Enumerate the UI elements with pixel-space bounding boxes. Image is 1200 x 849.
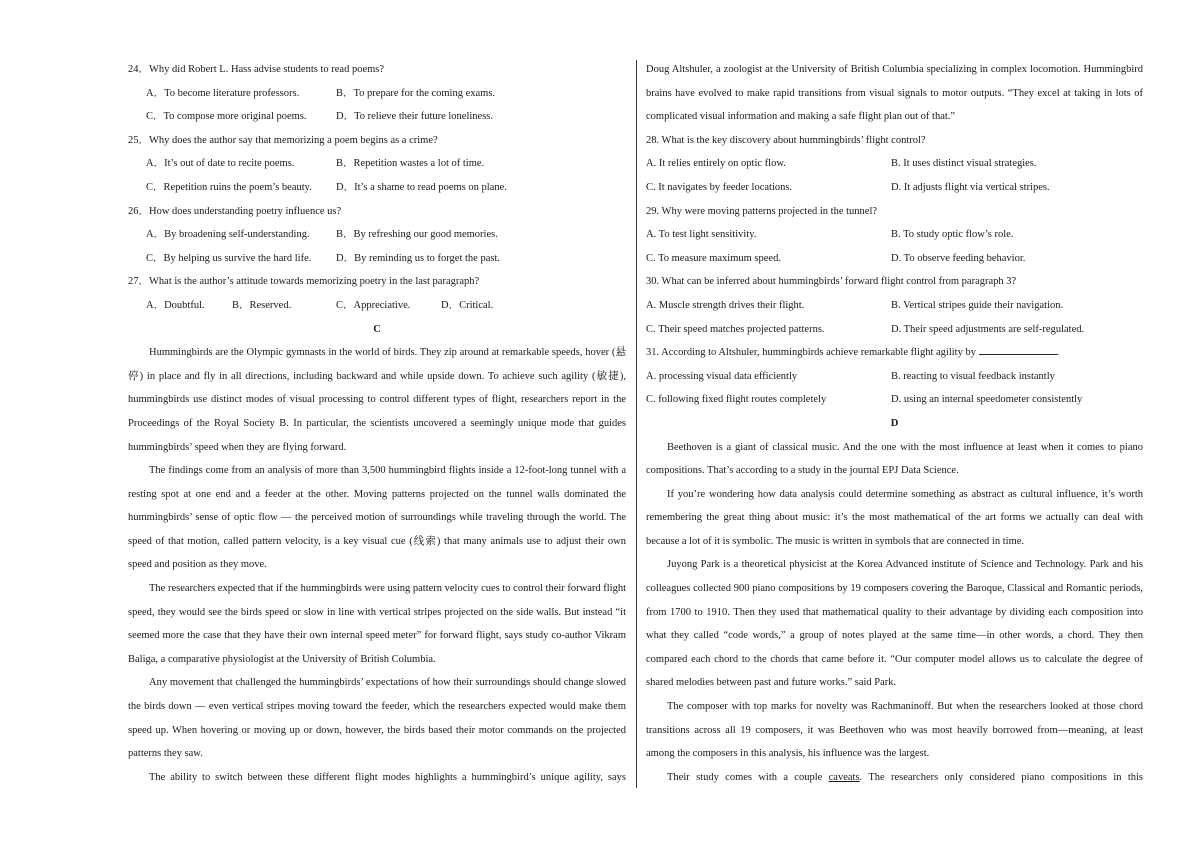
q31-option-b[interactable]: B. reacting to visual feedback instantly <box>891 370 1055 382</box>
caveats-underlined-word: caveats <box>828 771 860 783</box>
question-31-options-row2 <box>646 388 1143 412</box>
question-31-stem: 31. According to Altshuler, hummingbirds achieve remarkable flight agility by . <box>646 341 1143 365</box>
question-24-options-row2 <box>128 105 626 129</box>
question-26-options-row2 <box>128 247 626 271</box>
q25-option-b[interactable]: B．Repetition wastes a lot of time. <box>336 158 485 170</box>
passage-c-paragraph-5: The ability to switch between these different flight modes highlights a hummingbird’s unique agility, says <box>149 771 626 783</box>
question-28-options-row2 <box>646 176 1143 200</box>
question-25-options-row1 <box>128 152 626 176</box>
q24-option-d[interactable]: D．To relieve their future loneliness. <box>336 111 494 123</box>
q24-option-a[interactable]: A．To become literature professors. <box>146 87 300 99</box>
q28-option-c[interactable]: C. It navigates by feeder locations. <box>646 181 793 193</box>
passage-d-paragraph-5 <box>646 766 1143 790</box>
q27-option-c[interactable]: C．Appreciative. <box>336 299 411 311</box>
q27-option-d[interactable]: D．Critical. <box>441 299 494 311</box>
question-29-stem: 29. Why were moving patterns projected in the tunnel? <box>646 205 878 217</box>
q25-option-a[interactable]: A．It’s out of date to recite poems. <box>146 158 295 170</box>
q31-option-c[interactable]: C. following fixed flight routes completely <box>646 394 827 406</box>
q31-option-a[interactable]: A. processing visual data efficiently <box>646 370 798 382</box>
answer-blank[interactable] <box>979 344 1057 355</box>
question-31-stem-text: 31. According to Altshuler, hummingbirds achieve remarkable flight agility by <box>646 347 976 359</box>
question-29-options-row2 <box>646 247 1143 271</box>
passage-d-paragraph-4: The composer with top marks for novelty was Rachmaninoff. But when the researchers looked at those chord transitions across all 19 composers, it was Beethoven who was most heavily borrowed from—meaning, at least among the composers in this analysis, his influence was the largest. <box>646 701 1143 760</box>
question-24-options-row1 <box>128 82 626 106</box>
question-30-stem: 30. What can be inferred about hummingbirds’ forward flight control from paragraph 3? <box>646 276 1017 288</box>
passage-d-paragraph-3: Juyong Park is a theoretical physicist at the Korea Advanced institute of Science and Technology. Park and his colleagues collected 900 piano compositions by 19 composers covering the Baroque, Classical and Romantic periods, from 1700 to 1910. Then they used that mathematical quality to their advantage by dividing each composition into what they called “code words,” a group of notes played at the same time—in other words, a chord. They then compared each chord to the chords that came before it. “Our computer model allows us to calculate the degree of shared melodies between past and future works.” said Park. <box>646 559 1143 689</box>
q26-option-a[interactable]: A．By broadening self-understanding. <box>146 229 310 241</box>
q24-option-b[interactable]: B．To prepare for the coming exams. <box>336 87 496 99</box>
q26-option-b[interactable]: B．By refreshing our good memories. <box>336 229 498 241</box>
question-30-options-row2 <box>646 318 1143 342</box>
q28-option-b[interactable]: B. It uses distinct visual strategies. <box>891 158 1037 170</box>
passage-c-paragraph-5-continued: Doug Altshuler, a zoologist at the University of British Columbia specializing in complex locomotion. Hummingbird brains have evolved to make rapid transitions from visual signals to motor outputs. “They excel at taking in lots of complicated visual information and making a safe flight plan out of that.” <box>646 64 1143 123</box>
question-25-stem: 25．Why does the author say that memorizing a poem begins as a crime? <box>128 134 438 146</box>
passage-c-paragraph-1: Hummingbirds are the Olympic gymnasts in the world of birds. They zip around at remarkable speeds, hover (悬停) in place and fly in all directions, including backward and while upside down. To achieve such agility (敏捷), hummingbirds use distinct modes of visual processing to control different types of flight, researchers report in the Proceedings of the Royal Society B. In particular, the scientists uncovered a seemingly unique mode that guides hummingbirds’ speed when they are flying forward. <box>128 347 626 453</box>
passage-d-paragraph-1: Beethoven is a giant of classical music. And the one with the most influence at least when it comes to piano compositions. That’s according to a study in the journal EPJ Data Science. <box>646 441 1143 477</box>
q29-option-b[interactable]: B. To study optic flow’s role. <box>891 229 1014 241</box>
passage-c-paragraph-4: Any movement that challenged the hummingbirds’ expectations of how their surroundings should change slowed the birds down — even vertical stripes moving toward the feeder, which the researchers expected would make them speed up. When hovering or moving up or down, however, the birds based their motor commands on the projected patterns they saw. <box>128 677 626 760</box>
paragraph-5-end: . The researchers only considered piano compositions in this <box>859 771 1143 783</box>
question-26-options-row1 <box>128 223 626 247</box>
q25-option-d[interactable]: D．It’s a shame to read poems on plane. <box>336 181 507 193</box>
q27-option-b[interactable]: B．Reserved. <box>232 299 292 311</box>
passage-d-paragraph-2: If you’re wondering how data analysis could determine something as abstract as cultural influence, it’s worth remembering the great thing about music: it’s the most mathematical of the art forms we actually can deal with because a lot of it is symbolic. The music is written in symbols that are connected in time. <box>646 488 1143 547</box>
question-28-options-row1 <box>646 152 1143 176</box>
question-24-stem: 24．Why did Robert L. Hass advise students to read poems? <box>128 64 385 75</box>
q24-option-c[interactable]: C．To compose more original poems. <box>146 111 307 123</box>
question-25-options-row2 <box>128 176 626 200</box>
q31-option-d[interactable]: D. using an internal speedometer consistently <box>891 394 1083 406</box>
q26-option-c[interactable]: C．By helping us survive the hard life. <box>146 252 312 264</box>
right-column <box>646 58 1143 789</box>
column-divider <box>636 60 637 788</box>
q29-option-a[interactable]: A. To test light sensitivity. <box>646 229 757 241</box>
q28-option-d[interactable]: D. It adjusts flight via vertical stripes. <box>891 181 1050 193</box>
question-29-options-row1 <box>646 223 1143 247</box>
q26-option-d[interactable]: D．By reminding us to forget the past. <box>336 252 500 264</box>
question-26-stem: 26．How does understanding poetry influence us? <box>128 205 342 217</box>
question-28-stem: 28. What is the key discovery about hummingbirds’ flight control? <box>646 134 926 146</box>
left-column <box>128 58 626 789</box>
q30-option-c[interactable]: C. Their speed matches projected patterns. <box>646 323 825 335</box>
question-31-options-row1 <box>646 365 1143 389</box>
question-30-options-row1 <box>646 294 1143 318</box>
passage-c-paragraph-3: The researchers expected that if the hummingbirds were using pattern velocity cues to control their forward flight speed, they would see the birds speed or slow in line with vertical stripes projected on the side walls. But instead “it seemed more the case that they have their own internal speed meter” for forward flight, says study co-author Vikram Baliga, a comparative physiologist at the University of British Columbia. <box>128 583 627 665</box>
q29-option-d[interactable]: D. To observe feeding behavior. <box>891 252 1026 264</box>
q30-option-a[interactable]: A. Muscle strength drives their flight. <box>646 299 805 311</box>
paragraph-5-start: Their study comes with a couple <box>667 771 823 783</box>
q30-option-b[interactable]: B. Vertical stripes guide their navigation. <box>891 299 1064 311</box>
q27-option-a[interactable]: A．Doubtful. <box>146 299 205 311</box>
section-d-heading: D <box>890 417 899 429</box>
q29-option-c[interactable]: C. To measure maximum speed. <box>646 252 781 264</box>
section-c-heading: C <box>373 323 381 335</box>
q25-option-c[interactable]: C．Repetition ruins the poem’s beauty. <box>146 181 312 193</box>
q30-option-d[interactable]: D. Their speed adjustments are self-regulated. <box>891 323 1085 335</box>
question-27-options-row <box>128 294 626 318</box>
question-27-stem: 27．What is the author’s attitude towards memorizing poetry in the last paragraph? <box>128 276 480 288</box>
passage-c-paragraph-2: The findings come from an analysis of more than 3,500 hummingbird flights inside a 12-foot-long tunnel with a resting spot at one end and a feeder at the other. Moving patterns projected on the tunnel walls dominated the hummingbirds’ sense of optic flow — the perceived motion of surroundings while traveling through the world. The speed of that motion, called pattern velocity, is a key visual cue (线索) that many animals use to adjust their own speed and position as they move. <box>128 465 626 571</box>
q28-option-a[interactable]: A. It relies entirely on optic flow. <box>646 158 786 170</box>
